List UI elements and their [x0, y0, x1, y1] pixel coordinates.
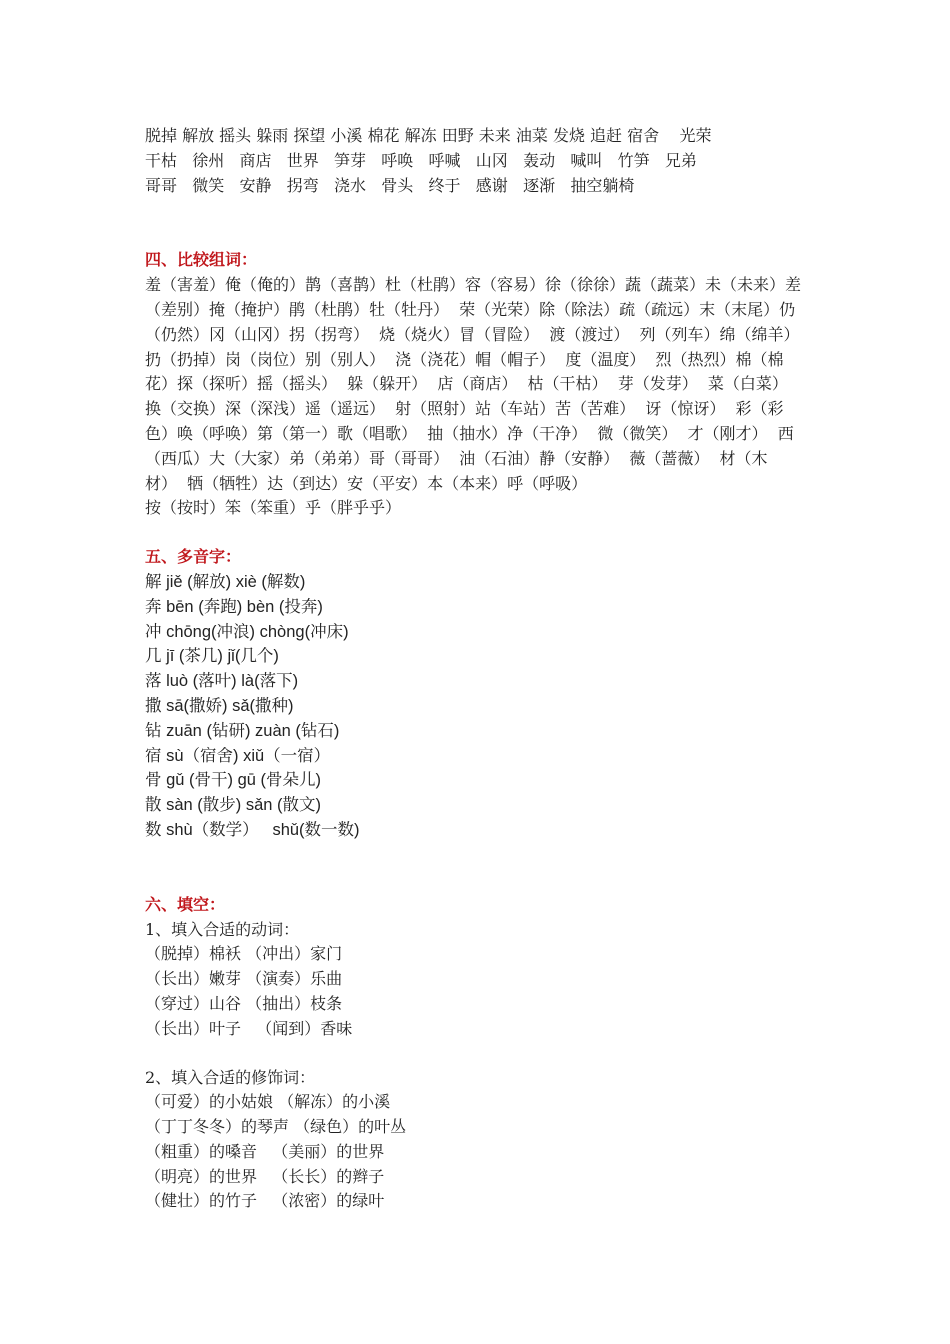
- compare-line: 花）探（探听）摇（摇头） 躲（躲开） 店（商店） 枯（干枯） 芽（发芽） 菜（白菜）: [145, 374, 788, 394]
- document-page: [145, 124, 810, 1214]
- polyphonic-line: 骨 ɡǔ (骨干) ɡū (骨朵儿): [145, 771, 322, 790]
- polyphonic-line: 宿 sù（宿舍) xiǔ（一宿）: [145, 746, 331, 765]
- fill-title: 六、填空：: [145, 894, 226, 914]
- verb-line: （脱掉）棉袄 （冲出）家门: [145, 944, 343, 964]
- compare-line: 材） 牺（牺牲）达（到达）安（平安）本（本来）呼（呼吸）: [145, 473, 588, 493]
- polyphonic-title: 五、多音字：: [145, 547, 242, 567]
- compare-line: 按（按时）笨（笨重）乎（胖乎乎）: [145, 498, 402, 518]
- compare-line: 羞（害羞）俺（俺的）鹊（喜鹊）杜（杜鹃）容（容易）徐（徐徐）蔬（蔬菜）未（未来）差: [145, 275, 802, 295]
- word-list: [145, 124, 810, 198]
- polyphonic-line: 解 jiě (解放) xiè (解数): [145, 572, 306, 591]
- verb-line: （长出）叶子 （闻到）香味: [145, 1018, 353, 1038]
- word-line: 脱掉 解放 摇头 躲雨 探望 小溪 棉花 解冻 田野 未来 油菜 发烧 追赶 宿舍 光荣: [145, 126, 712, 145]
- polyphonic-line: 奔 bēn (奔跑) bèn (投奔): [145, 597, 323, 616]
- verb-line: （长出）嫩芽 （演奏）乐曲: [145, 969, 343, 989]
- polyphonic-line: 散 sàn (散步) sǎn (散文): [145, 796, 322, 815]
- polyphonic-line: 几 jī (茶几) jǐ(几个): [145, 647, 279, 666]
- compare-section: [145, 248, 810, 521]
- compare-line: 扔（扔掉）岗（岗位）别（别人） 浇（浇花）帽（帽子） 度（温度） 烈（热烈）棉（棉: [145, 349, 784, 369]
- polyphonic-line: 落 luò (落叶) là(落下): [145, 672, 299, 691]
- modifier-line: （粗重）的嗓音 （美丽）的世界: [145, 1141, 385, 1161]
- compare-line: （差别）掩（掩护）鹃（杜鹃）牡（牡丹） 荣（光荣）除（除法）疏（疏远）末（末尾）仍: [145, 299, 796, 319]
- compare-line: （仍然）冈（山冈）拐（拐弯） 烧（烧火）冒（冒险） 渡（渡过） 列（列车）绵（绵羊）: [145, 324, 800, 344]
- polyphonic-line: 数 shù（数学） shǔ(数一数): [145, 820, 360, 839]
- compare-line: 色）唤（呼唤）第（第一）歌（唱歌） 抽（抽水）净（干净） 微（微笑） 才（刚才） 西: [145, 423, 794, 443]
- modifier-line: （可爱）的小姑娘 （解冻）的小溪: [145, 1092, 391, 1112]
- word-line: 哥哥 微笑 安静 拐弯 浇水 骨头 终于 感谢 逐渐 抽空躺椅: [145, 175, 635, 195]
- polyphonic-line: 冲 chōnɡ(冲浪) chònɡ(冲床): [145, 622, 349, 641]
- modifier-line: （丁丁冬冬）的琴声 （绿色）的叶丛: [145, 1117, 407, 1137]
- word-line: 干枯 徐州 商店 世界 笋芽 呼唤 呼喊 山冈 轰动 喊叫 竹笋 兄弟: [145, 150, 697, 170]
- fill-section: [145, 893, 810, 1215]
- polyphonic-section: [145, 545, 810, 843]
- compare-line: 换（交换）深（深浅）遥（遥远） 射（照射）站（车站）苦（苦难） 讶（惊讶） 彩（彩: [145, 399, 784, 419]
- polyphonic-line: 撒 sā(撒娇) sǎ(撒种): [145, 696, 294, 715]
- verbs-heading: 1、填入合适的动词：: [145, 919, 300, 939]
- polyphonic-line: 钻 zuān (钻研) zuàn (钻石): [145, 721, 340, 740]
- compare-line: （西瓜）大（大家）弟（弟弟）哥（哥哥） 油（石油）静（安静） 薇（蔷薇） 材（木: [145, 448, 768, 468]
- compare-title: 四、比较组词：: [145, 250, 258, 270]
- modifiers-heading: 2、填入合适的修饰词：: [145, 1067, 316, 1087]
- modifier-line: （明亮）的世界 （长长）的辫子: [145, 1166, 385, 1186]
- modifier-line: （健壮）的竹子 （浓密）的绿叶: [145, 1191, 385, 1211]
- verb-line: （穿过）山谷 （抽出）枝条: [145, 993, 343, 1013]
